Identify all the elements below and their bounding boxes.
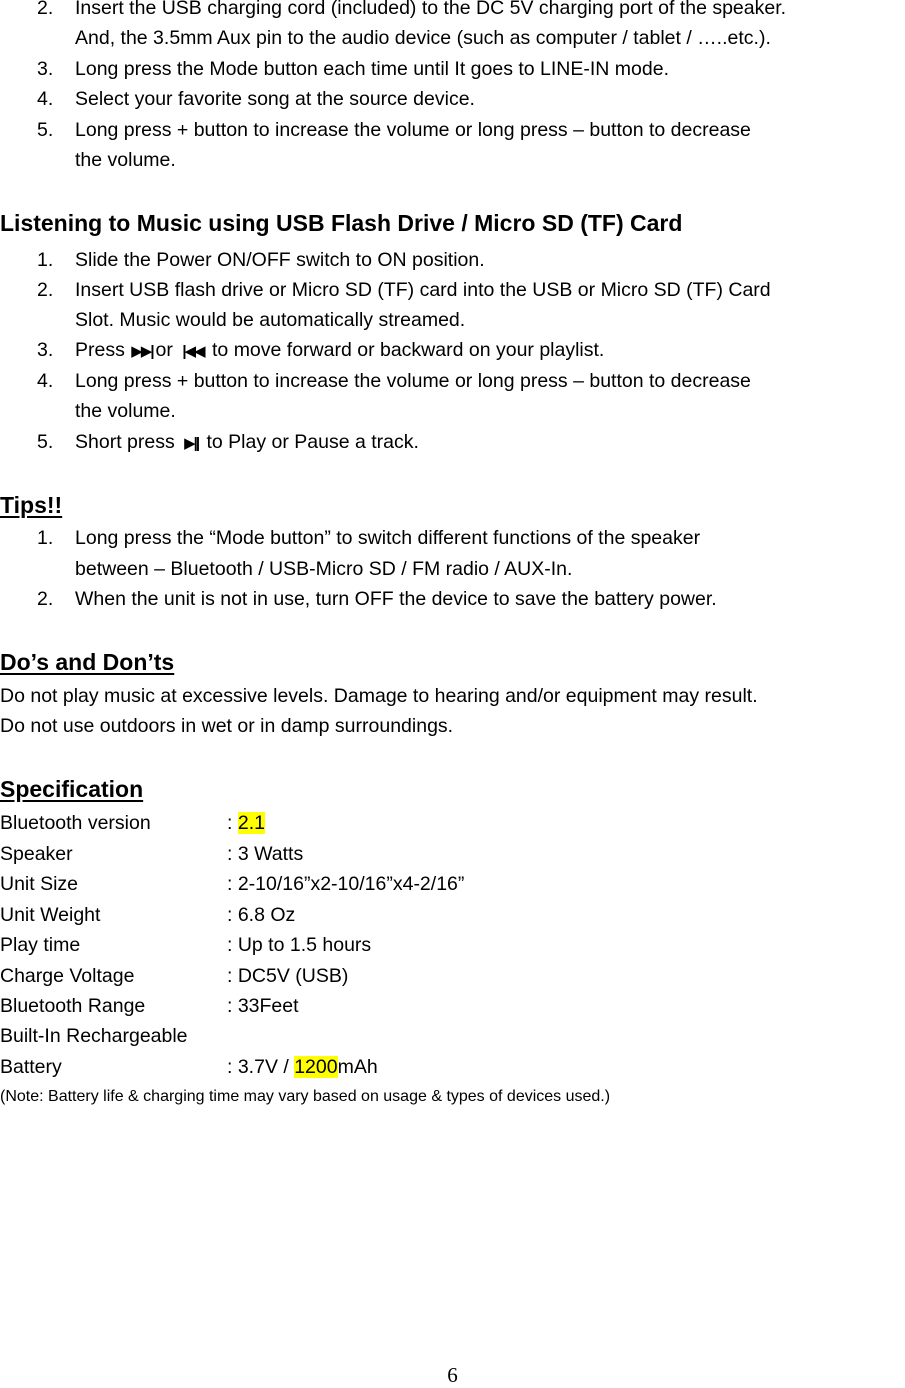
spec-value-battery [227,1052,378,1082]
list-item-text: the volume. [75,400,176,422]
spec-value-play-time: : Up to 1.5 hours [227,934,372,956]
paragraph-line: Do not use outdoors in wet or in damp surroundings. [0,715,454,737]
move-text: to move forward or backward on your playlist. [206,339,605,361]
list-number: 4. [37,370,54,392]
list-number: 1. [37,249,54,271]
spec-value-speaker: : 3 Watts [227,843,304,865]
section-heading-dos-donts: Do’s and Don’ts [0,649,175,675]
short-press-text: Short press [75,431,181,453]
list-number: 5. [37,119,54,141]
list-number: 5. [37,431,54,453]
list-item-text: Long press + button to increase the volume or long press – button to decrease [75,370,751,392]
spec-label-bluetooth-range: Bluetooth Range [0,995,146,1017]
highlighted-value: 1200 [294,1056,338,1078]
next-track-icon: ▶▶| [131,343,153,360]
spec-colon: : [227,812,238,834]
spec-value-bluetooth-version [227,808,265,838]
list-item-text: Insert the USB charging cord (included) to the DC 5V charging port of the speaker. [75,0,787,19]
list-item-text: Long press the Mode button each time until It goes to LINE-IN mode. [75,58,669,80]
play-pause-icon: ▶|| [184,435,199,452]
list-number: 4. [37,88,54,110]
list-item-text: the volume. [75,149,176,171]
list-number: 3. [37,58,54,80]
press-text: Press [75,339,131,361]
list-number: 1. [37,527,54,549]
spec-label-speaker: Speaker [0,843,73,865]
or-text: or [155,339,179,361]
list-item-text: Insert USB flash drive or Micro SD (TF) card into the USB or Micro SD (TF) Card [75,279,771,301]
list-item-text [75,427,419,459]
list-item-text: And, the 3.5mm Aux pin to the audio device (such as computer / tablet / …..etc.). [75,27,771,49]
play-pause-text: to Play or Pause a track. [201,431,419,453]
battery-voltage: : 3.7V / [227,1056,295,1078]
spec-value-charge-voltage: : DC5V (USB) [227,965,349,987]
spec-label-built-in-rechargeable: Built-In Rechargeable [0,1025,188,1047]
list-item-text: Long press the “Mode button” to switch different functions of the speaker [75,527,701,549]
spec-label-play-time: Play time [0,934,81,956]
list-item-text: Slot. Music would be automatically streamed. [75,309,466,331]
list-item-text: When the unit is not in use, turn OFF the device to save the battery power. [75,588,717,610]
spec-value-bluetooth-range: : 33Feet [227,995,299,1017]
list-item-text: Slide the Power ON/OFF switch to ON position. [75,249,485,271]
spec-label-battery: Battery [0,1056,62,1078]
spec-label-bluetooth-version: Bluetooth version [0,812,151,834]
battery-note: (Note: Battery life & charging time may vary based on usage & types of devices used.) [0,1088,611,1105]
list-item-text [75,335,604,367]
list-number: 2. [37,0,54,19]
section-heading-usb: Listening to Music using USB Flash Drive / Micro SD (TF) Card [0,210,683,236]
battery-unit: mAh [337,1056,378,1078]
spec-value-unit-weight: : 6.8 Oz [227,904,296,926]
section-heading-specification: Specification [0,776,144,802]
section-heading-tips: Tips!! [0,492,63,518]
spec-label-charge-voltage: Charge Voltage [0,965,135,987]
list-item-text: between – Bluetooth / USB-Micro SD / FM radio / AUX-In. [75,558,573,580]
page-number: 6 [447,1363,458,1387]
paragraph-line: Do not play music at excessive levels. Damage to hearing and/or equipment may result. [0,685,758,707]
highlighted-value: 2.1 [237,812,265,834]
previous-track-icon: |◀◀ [182,343,204,360]
list-number: 2. [37,588,54,610]
spec-label-unit-size: Unit Size [0,873,79,895]
list-item-text: Select your favorite song at the source device. [75,88,475,110]
list-number: 3. [37,339,54,361]
list-number: 2. [37,279,54,301]
list-item-text: Long press + button to increase the volume or long press – button to decrease [75,119,751,141]
spec-label-unit-weight: Unit Weight [0,904,101,926]
spec-value-unit-size: : 2-10/16”x2-10/16”x4-2/16” [227,873,465,895]
